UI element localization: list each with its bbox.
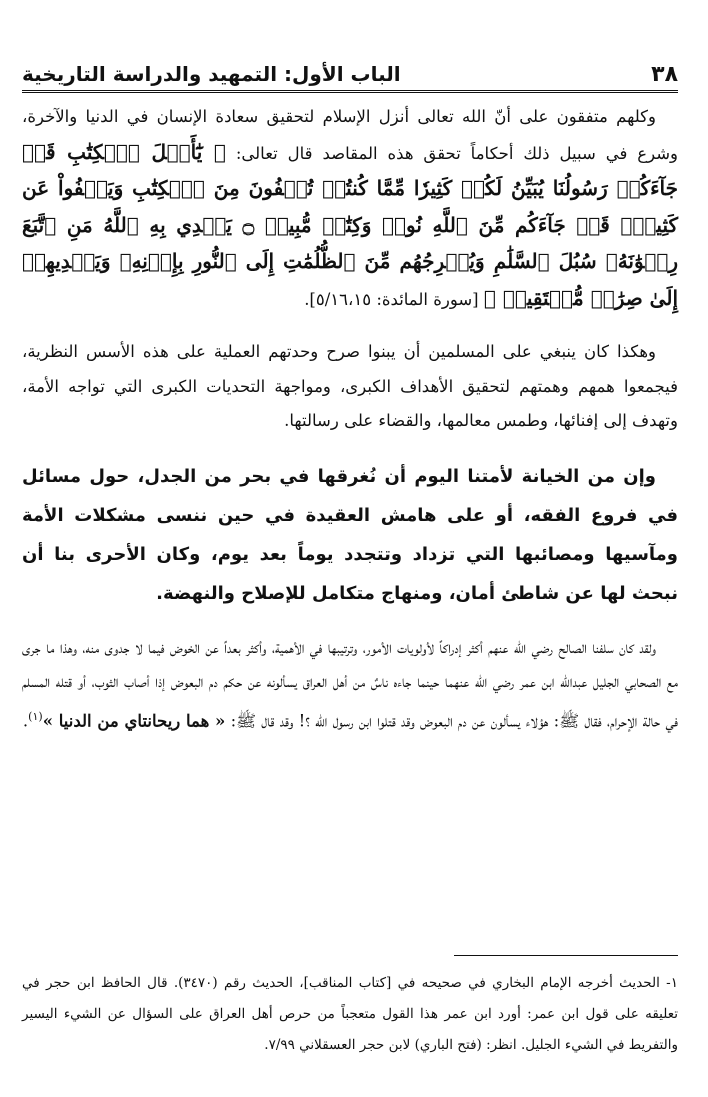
footnote-1: ١- الحديث أخرجه الإمام البخاري في صحيحه في [كتاب المناقب]، الحديث رقم (٣٤٧٠). قال الحافظ ابن حجر في تعليقه على قول ابن عمر: أورد ابن عمر هذا القول متعجباً من حرص أهل العراق على السؤال عن الشيء اليسير والتفريط في الشيء الجليل. انظر: (فتح الباري) لابن حجر العسقلاني ٧/٩٩. <box>22 975 678 1053</box>
surah-citation: [سورة المائدة: ٥/١٦،١٥]. <box>304 289 484 309</box>
hadith-quote: « هما ريحانتاي من الدنيا » <box>42 711 226 730</box>
quran-verse: ﴿ يَٰٓأَهۡلَ ٱلۡكِتَٰبِ قَدۡ جَآءَكُمۡ رَسُولُنَا يُبَيِّنُ لَكُمۡ كَثِيرٗا مِّمَّا كُنتُمۡ تُخۡفُونَ مِنَ ٱلۡكِتَٰبِ وَيَعۡفُواْ عَن كَثِيرٖۚ قَدۡ جَآءَكُم مِّنَ ٱللَّهِ نُورٞ وَكِتَٰبٞ مُّبِينٞ ۝ يَهۡدِي بِهِ ٱللَّهُ مَنِ ٱتَّبَعَ رِضۡوَٰنَهُۥ سُبُلَ ٱلسَّلَٰمِ وَيُخۡرِجُهُم مِّنَ ٱلظُّلُمَٰتِ إِلَى ٱلنُّورِ بِإِذۡنِهِۦ وَيَهۡدِيهِمۡ إِلَىٰ صِرَٰطٖ مُّسۡتَقِيمٖ ﴾ <box>22 139 679 310</box>
running-header <box>22 58 678 93</box>
footnotes <box>22 968 678 1061</box>
paragraph-4-text: ولقد كان سلفنا الصالح رضي الله عنهم أكثر إدراكاً لأولويات الأمور، وترتيبها في الأهمية، وأكثر بعداً عن الخوض فيما لا جدوى منه، وهذا ما جرى مع الصحابي الجليل عبدالله ابن عمر رضي الله عنهما حينما جاءه ناسٌ من أهل العراق يسألونه عن حكم دم البعوض إذا أصاب الثوب، أو قتله المسلم في حالة الإحرام، فقال ﷺ: هؤلاء يسألون عن دم البعوض وقد قتلوا ابن رسول الله ؟! وقد قال ﷺ: <box>22 637 678 730</box>
paragraph-2: وهكذا كان ينبغي على المسلمين أن يبنوا صرح وحدتهم العملية على هذه الأسس النظرية، فيجمعوا همهم وهمتهم لتحقيق الأهداف الكبرى، ومواجهة التحديات الكبرى التي تواجه الأمة، وتهدف إلى إفنائها، وطمس معالمها، والقضاء على رسالتها. <box>22 342 678 430</box>
paragraph-1 <box>22 100 678 317</box>
page-number: ٣٨ <box>651 61 678 87</box>
chapter-title: الباب الأول: التمهيد والدراسة التاريخية <box>22 62 401 86</box>
footnote-ref: (١) <box>28 709 43 723</box>
footnote-divider <box>454 955 678 956</box>
paragraph-3-bold: وإن من الخيانة لأمتنا اليوم أن نُغرقها في بحر من الجدل، حول مسائل في فروع الفقه، أو على هامش العقيدة في حين ننسى مشكلات الأمة ومآسيها ومصائبها التي تزداد وتتجدد يوماً بعد يوم، وكان الأحرى بنا أن نبحث لها عن شاطئ أمان، ومنهاج متكامل للإصلاح والنهضة. <box>22 465 678 604</box>
page-body <box>22 100 678 739</box>
paragraph-1-text: وكلهم متفقون على أنّ الله تعالى أنزل الإسلام لتحقيق سعادة الإنسان في الدنيا والآخرة، وشرع في سبيل ذلك أحكاماً تحقق هذه المقاصد قال تعالى: <box>22 107 678 163</box>
paragraph-4: ولقد كان سلفنا الصالح رضي الله عنهم أكثر إدراكاً لأولويات الأمور، وترتيبها في الأهمية، وأكثر بعداً عن الخوض فيما لا جدوى منه، وهذا ما جرى مع الصحابي الجليل عبدالله ابن عمر رضي الله عنهما حينما جاءه ناسٌ من أهل العراق يسألونه عن حكم دم البعوض إذا أصاب الثوب، أو قتله المسلم في حالة الإحرام، فقال ﷺ: هؤلاء يسألون عن دم البعوض وقد قتلوا ابن رسول الله ؟! وقد قال ﷺ: « هما ريحانتاي من الدنيا »$^{(١)}$. <box>22 637 678 730</box>
